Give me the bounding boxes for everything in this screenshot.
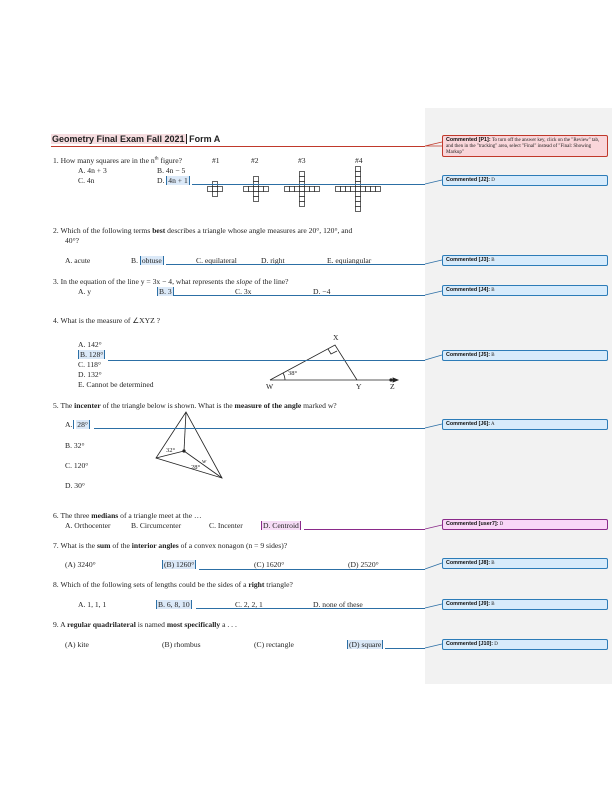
choice[interactable]: (B) rhombus [162, 640, 201, 649]
square [213, 187, 218, 192]
comment-j4[interactable]: Commented [J4]: B [442, 285, 608, 296]
square [376, 187, 381, 192]
question-9: 9. A regular quadrilateral is named most specifically a . . . [53, 620, 237, 629]
answer-highlight[interactable]: 28° [77, 420, 88, 429]
question-5: 5. The incenter of the triangle below is shown. What is the measure of the angle marked w? [53, 401, 337, 410]
choice[interactable]: A. y [78, 287, 92, 296]
question-7: 7. What is the sum of the interior angles of a convex nonagon (n = 9 sides)? [53, 541, 288, 550]
choice[interactable]: C. 118° [78, 360, 102, 369]
figure-label: #3 [298, 156, 306, 165]
square [218, 187, 223, 192]
choice[interactable]: (A) kite [65, 640, 89, 649]
comment-anchor-line [94, 428, 425, 429]
square [244, 187, 249, 192]
square [361, 187, 366, 192]
answer-highlight[interactable]: 4n + 1 [168, 176, 188, 185]
comment-anchor-line [166, 264, 425, 265]
choice[interactable]: C. 120° [65, 461, 89, 470]
square [213, 192, 218, 197]
answer-highlight[interactable]: obtuse [141, 256, 162, 265]
vertex-label-x: X [333, 333, 339, 342]
choice[interactable]: (C) rectangle [254, 640, 294, 649]
choice[interactable]: C. 4n [78, 176, 95, 185]
square [310, 187, 315, 192]
figure-label: #4 [355, 156, 363, 165]
comment-j6[interactable]: Commented [J6]: A [442, 419, 608, 430]
choice[interactable]: (A) 3240° [65, 560, 96, 569]
choice[interactable]: A. acute [65, 256, 91, 265]
comment-anchor-line [192, 184, 425, 185]
square [371, 187, 376, 192]
choice[interactable]: (C) 1620° [254, 560, 285, 569]
choice-letter: A. [65, 420, 73, 429]
square [254, 192, 259, 197]
square [315, 187, 320, 192]
choice[interactable]: D. 30° [65, 481, 85, 490]
comment-anchor-line [199, 569, 425, 570]
choice[interactable]: C. Incenter [209, 521, 243, 530]
square [356, 177, 361, 182]
comment-j10[interactable]: Commented [J10]: D [442, 639, 608, 650]
choice[interactable]: E. equiangular [327, 256, 372, 265]
question-8: 8. Which of the following sets of lengths could be the sides of a right triangle? [53, 580, 293, 589]
square [356, 207, 361, 212]
comment-anchor-line [304, 529, 425, 530]
comment-anchor-line [108, 360, 425, 361]
square [254, 197, 259, 202]
choice[interactable]: A. 4n + 3 [78, 166, 107, 175]
choice[interactable]: (D) 2520° [348, 560, 379, 569]
answer-highlight[interactable]: (D) square [349, 640, 382, 649]
choice[interactable]: A. Orthocenter [65, 521, 111, 530]
square [366, 187, 371, 192]
square [356, 187, 361, 192]
figure-label: #2 [251, 156, 259, 165]
square [285, 187, 290, 192]
square [305, 187, 310, 192]
square [300, 202, 305, 207]
figure-label: #1 [212, 156, 220, 165]
comment-anchor-line [51, 146, 425, 147]
square [341, 187, 346, 192]
comment-anchor-line [174, 295, 425, 296]
answer-highlight[interactable]: B. 128° [80, 350, 104, 359]
choice[interactable]: B. 4n − 5 [157, 166, 186, 175]
square [356, 172, 361, 177]
square [336, 187, 341, 192]
choice[interactable]: D. none of these [313, 600, 363, 609]
comment-j3[interactable]: Commented [J3]: B [442, 255, 608, 266]
square [300, 197, 305, 202]
comment-anchor-line [196, 608, 425, 609]
square [300, 172, 305, 177]
square [300, 177, 305, 182]
question-4: 4. What is the measure of ∠XYZ ? [53, 316, 161, 325]
choice[interactable]: C. 2, 2, 1 [235, 600, 263, 609]
comment-j2[interactable]: Commented [J2]: D [442, 175, 608, 186]
choice[interactable]: B. Circumcenter [131, 521, 182, 530]
square [295, 187, 300, 192]
choice[interactable]: C. equilateral [196, 256, 237, 265]
vertex-label-y: Y [356, 382, 362, 391]
square [300, 187, 305, 192]
question-2-cont: 40°? [65, 236, 80, 245]
choice-letter: D. [157, 176, 165, 185]
square [254, 187, 259, 192]
square [208, 187, 213, 192]
angle-label: 28° [191, 464, 201, 471]
square [259, 187, 264, 192]
square [351, 187, 356, 192]
square [356, 197, 361, 202]
question-6: 6. The three medians of a triangle meet at the … [53, 511, 202, 520]
question-2: 2. Which of the following terms best describes a triangle whose angle measures are 20°, 120°, and [53, 226, 353, 235]
square [254, 177, 259, 182]
page-title [51, 134, 220, 144]
comment-connectors [425, 142, 450, 648]
form-label: Form A [189, 134, 221, 144]
angle-label: 32° [166, 447, 176, 454]
comment-p1[interactable]: Commented [P1]: To turn off the answer key, click on the "Review" tab, and then in the "tracking" area, select "Final" instead of "Final: Showing Markup" [442, 135, 608, 157]
answer-highlight[interactable]: B. 3 [159, 287, 172, 296]
vertex-label-z: Z [390, 382, 395, 391]
square [300, 192, 305, 197]
square [264, 187, 269, 192]
square [346, 187, 351, 192]
choice[interactable]: A. 1, 1, 1 [78, 600, 107, 609]
choice[interactable]: C. 3x [235, 287, 252, 296]
square [249, 187, 254, 192]
question-1: 1. How many squares are in the $n^{th}$ figure? [53, 156, 182, 165]
answer-highlight[interactable]: B. 6, 8, 10 [158, 600, 190, 609]
square [356, 167, 361, 172]
choice[interactable]: B. 32° [65, 441, 85, 450]
square [356, 192, 361, 197]
answer-highlight[interactable]: D. Centroid [263, 521, 299, 530]
comment-j9[interactable]: Commented [J9]: B [442, 599, 608, 610]
angle-label-w: w [202, 458, 207, 465]
square [290, 187, 295, 192]
comment-user7[interactable]: Commented [user7]: D [442, 519, 608, 530]
vertex-label-w: W [266, 382, 274, 391]
square-pattern-figures [208, 167, 381, 212]
answer-highlight[interactable]: (B) 1260° [164, 560, 195, 569]
comment-anchor-line [385, 648, 425, 649]
choice-letter: B. [131, 256, 138, 265]
choice[interactable]: D. −4 [313, 287, 331, 296]
title-text: Geometry Final Exam Fall 2021 [52, 134, 185, 144]
choice[interactable]: E. Cannot be determined [78, 380, 154, 389]
comment-j8[interactable]: Commented [J8]: B [442, 558, 608, 569]
question-3: 3. In the equation of the line y = 3x − 4, what represents the slope of the line? [53, 277, 289, 286]
comment-j5[interactable]: Commented [J5]: B [442, 350, 608, 361]
square [356, 202, 361, 207]
incenter-triangle-figure [156, 412, 222, 478]
choice[interactable]: D. right [261, 256, 285, 265]
angle-label: 38° [288, 370, 298, 377]
choice[interactable]: A. 142° [78, 340, 102, 349]
choice[interactable]: D. 132° [78, 370, 102, 379]
